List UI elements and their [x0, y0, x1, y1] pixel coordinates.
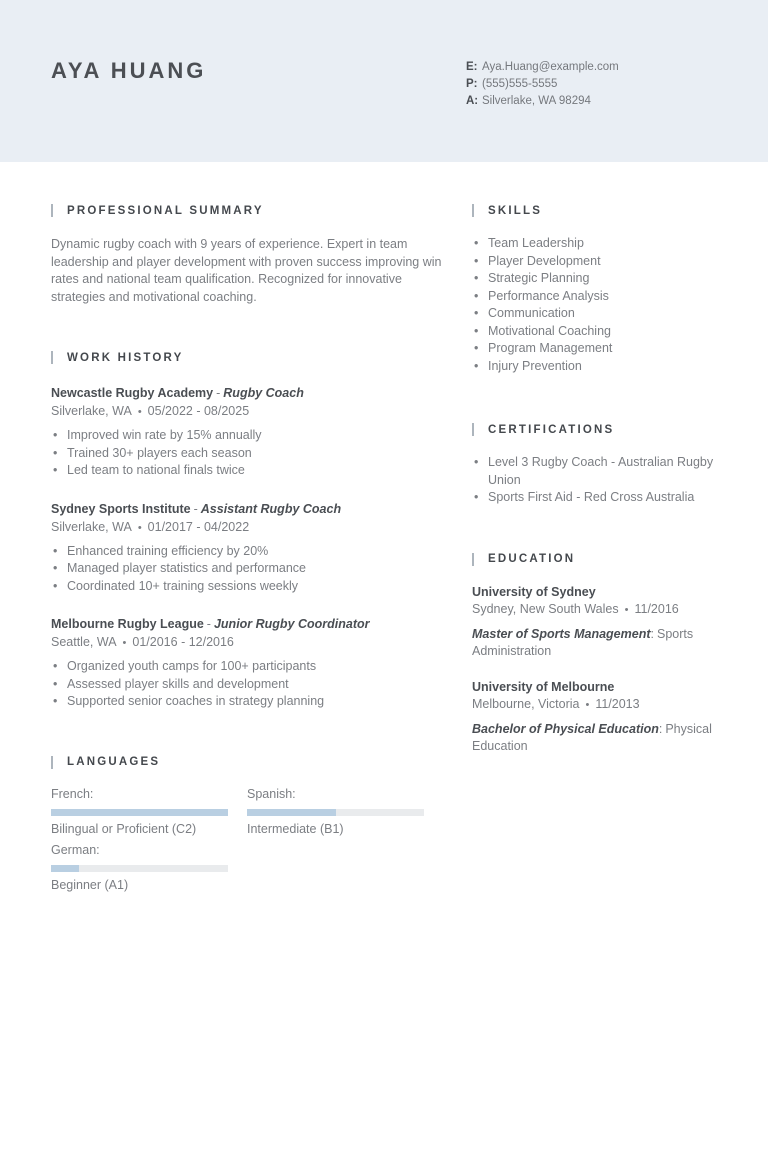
- bullet-item: • Trained 30+ players each season: [51, 445, 443, 463]
- degree-field: Sports Administration: [472, 626, 694, 658]
- section-work-history: [51, 351, 443, 711]
- section-pipe-icon: [472, 423, 474, 436]
- section-pipe-icon: [51, 756, 53, 769]
- job-dates: 01/2016 - 12/2016: [132, 635, 234, 650]
- job-title-line: [51, 616, 443, 632]
- separator: :: [658, 721, 663, 736]
- job-role: Junior Rugby Coordinator: [213, 617, 370, 632]
- job-location: Seattle, WA: [51, 635, 117, 650]
- certification-item: • Level 3 Rugby Coach - Australian Rugby Union: [472, 454, 718, 489]
- section-title: [472, 423, 718, 436]
- section-title: [51, 351, 443, 364]
- job-dates: 01/2017 - 04/2022: [147, 519, 250, 534]
- section-title-label: EDUCATION: [488, 553, 576, 565]
- skill-item: • Program Management: [472, 340, 718, 358]
- education-date: 11/2016: [634, 601, 679, 616]
- right-column: [472, 204, 718, 892]
- job-entry: [51, 616, 443, 711]
- section-title-label: SKILLS: [488, 204, 543, 217]
- job-bullets: [51, 543, 443, 596]
- school-name: University of Melbourne: [472, 679, 615, 694]
- company-name: Sydney Sports Institute: [51, 501, 191, 516]
- job-entry: [51, 385, 443, 480]
- separator: -: [216, 386, 221, 401]
- job-meta-line: [51, 635, 443, 649]
- job-entry: [51, 501, 443, 596]
- bullet-item: • Improved win rate by 15% annually: [51, 427, 443, 445]
- bullet-item: • Supported senior coaches in strategy planning: [51, 693, 443, 711]
- dot-separator: •: [122, 637, 127, 650]
- section-languages: [51, 756, 443, 892]
- education-location: Sydney, New South Wales: [472, 601, 619, 616]
- resume-body: [0, 162, 768, 892]
- language-bar: [247, 809, 424, 816]
- section-pipe-icon: [472, 553, 474, 566]
- degree-name: Bachelor of Physical Education: [472, 721, 659, 736]
- education-location: Melbourne, Victoria: [472, 696, 580, 711]
- left-column: [51, 204, 443, 892]
- language-name: French:: [51, 786, 94, 801]
- section-title-label: PROFESSIONAL SUMMARY: [67, 204, 264, 217]
- degree-name: Master of Sports Management: [472, 626, 651, 641]
- language-item: [51, 843, 228, 892]
- email-value: Aya.Huang@example.com: [482, 61, 619, 73]
- contact-phone: [466, 76, 619, 93]
- languages-grid: [51, 787, 443, 892]
- bullet-item: • Enhanced training efficiency by 20%: [51, 543, 443, 561]
- section-pipe-icon: [51, 204, 53, 217]
- separator: :: [650, 626, 654, 641]
- school-name: University of Sydney: [472, 584, 596, 599]
- dot-separator: •: [585, 698, 590, 711]
- bullet-item: • Assessed player skills and development: [51, 676, 443, 694]
- section-title: [472, 553, 718, 566]
- language-item: [51, 787, 228, 836]
- section-title: [51, 204, 443, 217]
- bullet-item: • Coordinated 10+ training sessions weekly: [51, 578, 443, 596]
- email-label: E:: [466, 61, 478, 73]
- contact-email: [466, 59, 619, 76]
- job-role: Assistant Rugby Coach: [200, 501, 342, 516]
- address-value: Silverlake, WA 98294: [482, 95, 591, 107]
- section-professional-summary: [51, 204, 443, 306]
- phone-value: (555)555-5555: [482, 78, 558, 90]
- skill-item: • Strategic Planning: [472, 270, 718, 288]
- skill-item: • Performance Analysis: [472, 288, 718, 306]
- contact-address: [466, 93, 619, 110]
- dot-separator: •: [137, 521, 142, 534]
- job-title-line: [51, 385, 443, 401]
- separator: -: [193, 501, 198, 516]
- degree-field: Physical Education: [472, 721, 712, 753]
- certification-item: • Sports First Aid - Red Cross Australia: [472, 489, 718, 507]
- language-name: Spanish:: [247, 786, 296, 801]
- skill-item: • Motivational Coaching: [472, 323, 718, 341]
- language-level: Intermediate (B1): [247, 821, 344, 836]
- language-bar: [51, 865, 228, 872]
- section-skills: [472, 204, 718, 375]
- skills-list: [472, 235, 718, 375]
- section-title-label: CERTIFICATIONS: [488, 423, 615, 436]
- company-name: Newcastle Rugby Academy: [51, 386, 214, 401]
- summary-text: Dynamic rugby coach with 9 years of experience. Expert in team leadership and player development with proven success improving win rates and national team qualification. Recognized for innovative strategies and motivational coaching.: [51, 237, 442, 304]
- bullet-item: • Led team to national finals twice: [51, 462, 443, 480]
- section-pipe-icon: [472, 204, 474, 217]
- section-education: [472, 553, 718, 756]
- job-dates: 05/2022 - 08/2025: [147, 404, 250, 419]
- language-bar-fill: [51, 809, 228, 816]
- dot-separator: •: [137, 406, 142, 419]
- language-bar-fill: [247, 809, 336, 816]
- language-item: [247, 787, 424, 836]
- phone-label: P:: [466, 78, 478, 90]
- job-role: Rugby Coach: [223, 386, 304, 401]
- section-title: [472, 204, 718, 217]
- skill-item: • Injury Prevention: [472, 358, 718, 376]
- education-entry: [472, 680, 718, 756]
- section-title: [51, 756, 443, 769]
- section-title-label: LANGUAGES: [67, 756, 161, 769]
- language-bar-fill: [51, 865, 79, 872]
- job-bullets: [51, 427, 443, 480]
- dot-separator: •: [624, 603, 629, 616]
- candidate-name: AYA HUANG: [51, 58, 207, 83]
- job-meta-line: [51, 404, 443, 418]
- job-location: Silverlake, WA: [51, 519, 132, 534]
- resume-header: [0, 0, 768, 162]
- company-name: Melbourne Rugby League: [51, 617, 204, 632]
- language-level: Bilingual or Proficient (C2): [51, 821, 197, 836]
- section-pipe-icon: [51, 351, 53, 364]
- language-level: Beginner (A1): [51, 877, 129, 892]
- section-certifications: [472, 423, 718, 507]
- education-meta-line: [472, 602, 718, 616]
- job-location: Silverlake, WA: [51, 404, 132, 419]
- education-entry: [472, 585, 718, 661]
- degree-line: [472, 626, 718, 661]
- job-title-line: [51, 501, 443, 517]
- separator: -: [206, 617, 211, 632]
- job-bullets: [51, 658, 443, 711]
- language-name: German:: [51, 842, 100, 857]
- education-meta-line: [472, 697, 718, 711]
- skill-item: • Player Development: [472, 253, 718, 271]
- bullet-item: • Organized youth camps for 100+ participants: [51, 658, 443, 676]
- language-bar: [51, 809, 228, 816]
- contact-block: [466, 59, 619, 110]
- job-meta-line: [51, 520, 443, 534]
- skill-item: • Communication: [472, 305, 718, 323]
- address-label: A:: [466, 95, 479, 107]
- skill-item: • Team Leadership: [472, 235, 718, 253]
- education-date: 11/2013: [595, 696, 640, 711]
- degree-line: [472, 721, 718, 756]
- certifications-list: [472, 454, 718, 507]
- bullet-item: • Managed player statistics and performance: [51, 560, 443, 578]
- section-title-label: WORK HISTORY: [67, 351, 184, 364]
